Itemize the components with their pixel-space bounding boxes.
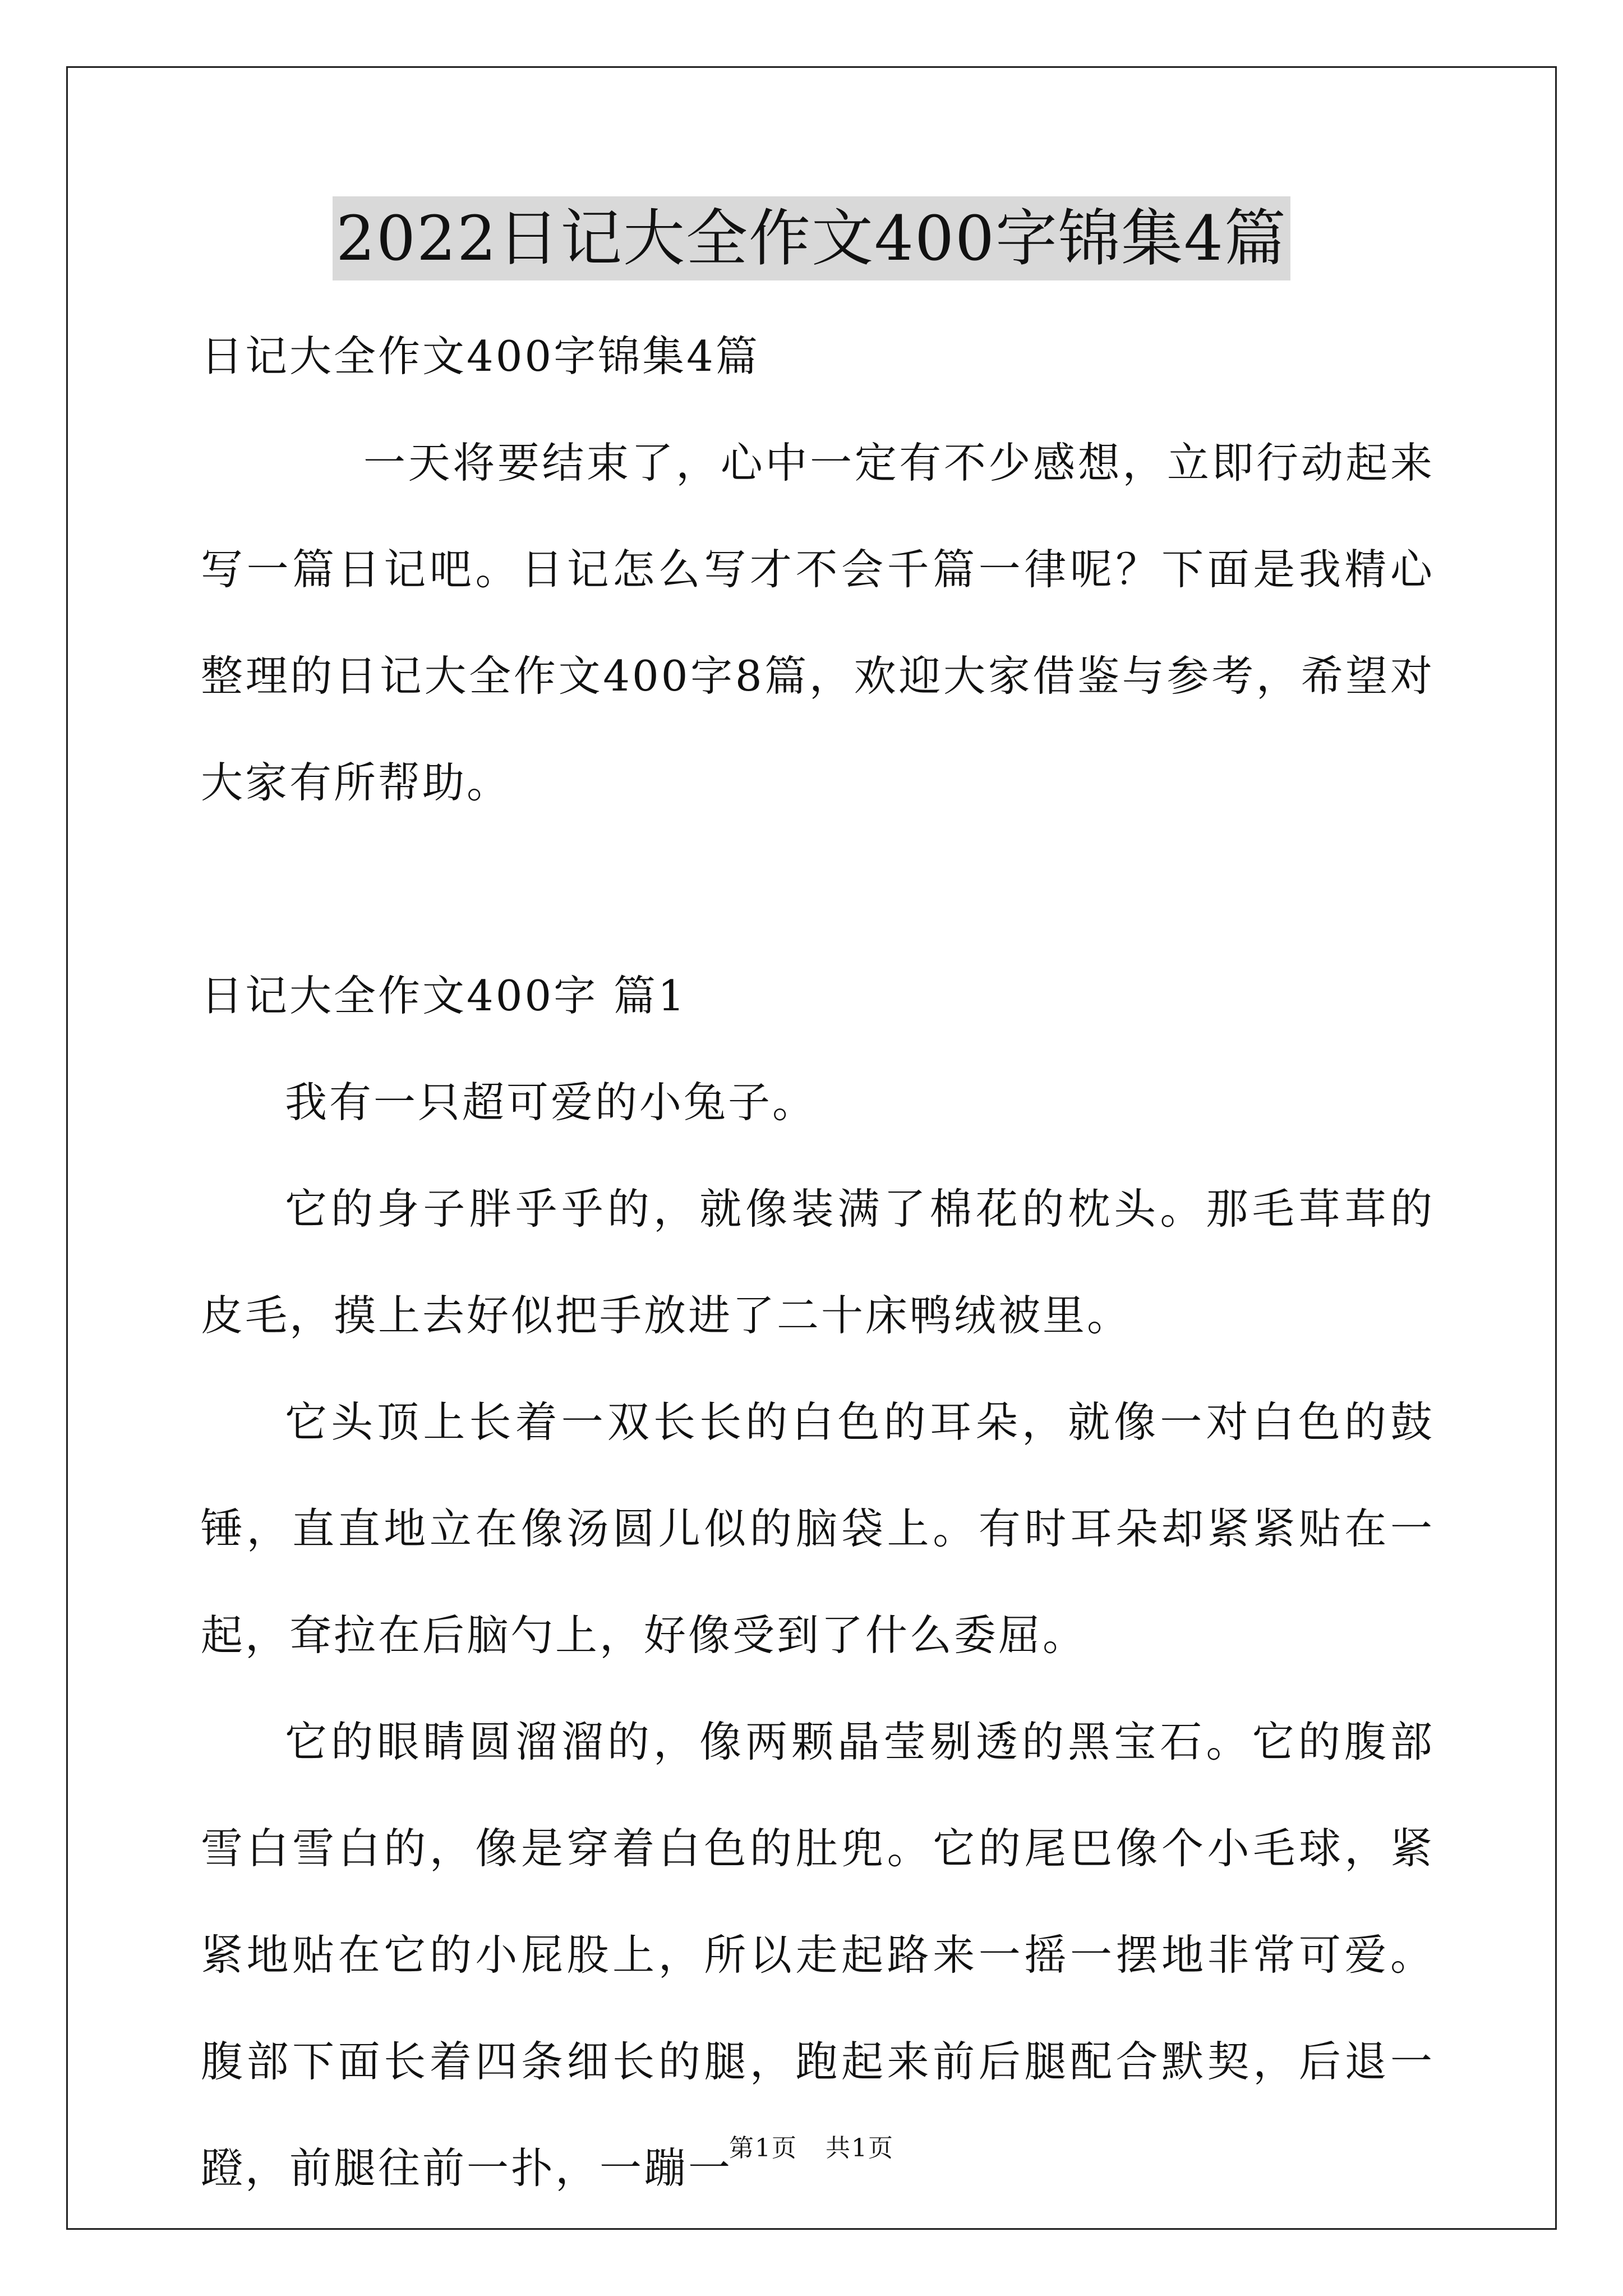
body-paragraph: 它的眼睛圆溜溜的，像两颗晶莹剔透的黑宝石。它的腹部雪白雪白的，像是穿着白色的肚兜。它的尾巴像个小毛球，紧紧地贴在它的小屁股上，所以走起路来一摇一摆地非常可爱。腹部下面长着四条细长的腿，跑起来前后腿配合默契，后退一蹬，前腿往前一扑，一蹦一 [201,1717,1435,2193]
paragraph-gap [201,836,1435,942]
page-footer [0,2132,1623,2165]
title-container [0,196,1623,280]
page-total: 共1页 [826,2134,894,2162]
intro-paragraph: 一天将要结束了，心中一定有不少感想，立即行动起来写一篇日记吧。日记怎么写才不会千篇一律呢？下面是我精心整理的日记大全作文400字8篇，欢迎大家借鉴与参考，希望对大家有所帮助。 [201,438,1435,807]
document-subtitle: 日记大全作文400字锦集4篇 [201,332,760,381]
body-paragraph: 它的身子胖乎乎的，就像装满了棉花的枕头。那毛茸茸的皮毛，摸上去好似把手放进了二十床鸭绒被里。 [201,1184,1435,1340]
section-heading: 日记大全作文400字 篇1 [201,971,687,1020]
document-body [201,303,1435,2221]
body-paragraph: 我有一只超可爱的小兔子。 [285,1078,817,1127]
page-number: 第1页 [729,2134,797,2162]
body-paragraph: 它头顶上长着一双长长的白色的耳朵，就像一对白色的鼓锤，直直地立在像汤圆儿似的脑袋上。有时耳朵却紧紧贴在一起，耷拉在后脑勺上，好像受到了什么委屈。 [201,1397,1435,1660]
document-title: 2022日记大全作文400字锦集4篇 [333,196,1290,280]
